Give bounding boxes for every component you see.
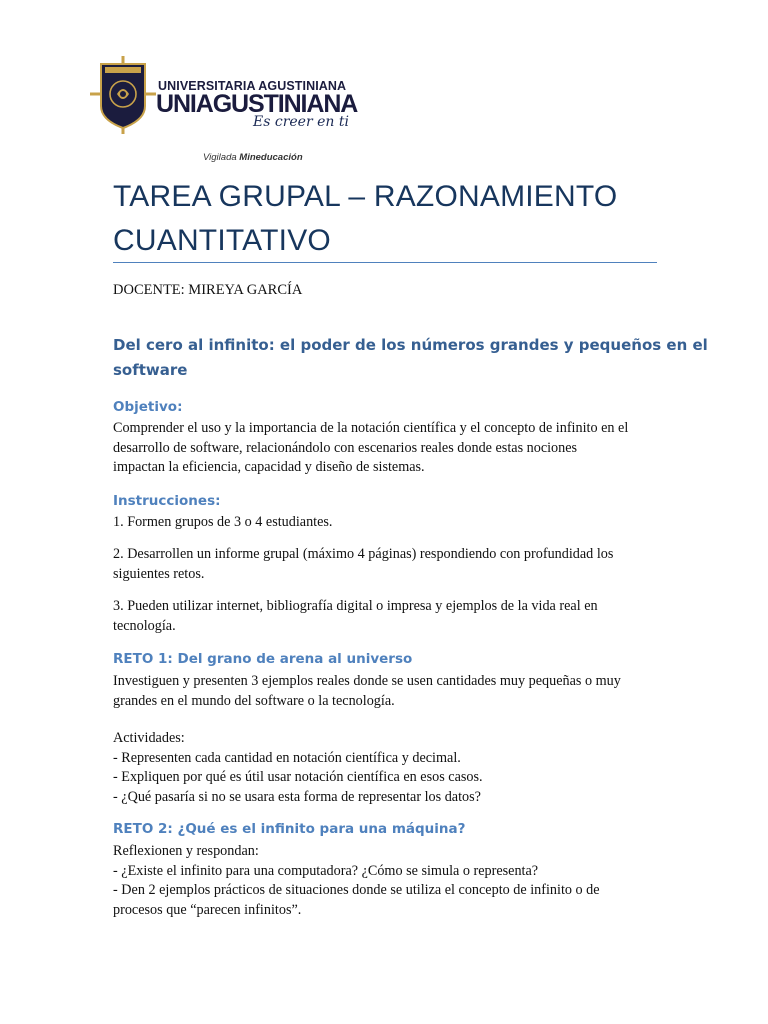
university-seal-icon bbox=[88, 54, 158, 136]
section-title-line-2: software bbox=[113, 361, 188, 379]
objetivo-heading: Objetivo: bbox=[113, 399, 183, 415]
reto1-intro-line: grandes en el mundo del software o la tecnología. bbox=[113, 692, 395, 709]
reto2-line: procesos que “parecen infinitos”. bbox=[113, 901, 302, 918]
institution-name-line1: UNIVERSITARIA AGUSTINIANA bbox=[158, 79, 347, 93]
actividades-label: Actividades: bbox=[113, 730, 185, 746]
title-line-2: CUANTITATIVO bbox=[113, 224, 331, 257]
actividad-item: - Expliquen por qué es útil usar notación científica en esos casos. bbox=[113, 769, 483, 786]
reto1-heading: RETO 1: Del grano de arena al universo bbox=[113, 651, 413, 667]
objetivo-text bbox=[113, 419, 658, 478]
reto2-text bbox=[113, 842, 658, 920]
reto2-line: - Den 2 ejemplos prácticos de situaciones donde se utiliza el concepto de infinito o de bbox=[113, 882, 600, 899]
objetivo-line: Comprender el uso y la importancia de la notación científica y el concepto de infinito en el bbox=[113, 420, 629, 436]
objetivo-line: desarrollo de software, relacionándolo con escenarios reales donde estas nociones bbox=[113, 439, 578, 456]
reto2-heading: RETO 2: ¿Qué es el infinito para una máquina? bbox=[113, 821, 466, 837]
instruccion-item-3 bbox=[113, 597, 658, 636]
reto1-actividades bbox=[113, 729, 658, 807]
reto2-line: Reflexionen y respondan: bbox=[113, 843, 259, 859]
reto1-intro-line: Investiguen y presenten 3 ejemplos reales donde se usen cantidades muy pequeñas o muy bbox=[113, 673, 621, 689]
instruccion-text: siguientes retos. bbox=[113, 565, 205, 582]
instruccion-text: 3. Pueden utilizar internet, bibliografía digital o impresa y ejemplos de la vida real en bbox=[113, 598, 598, 614]
university-logo bbox=[88, 54, 358, 164]
instruccion-item-2 bbox=[113, 545, 658, 584]
actividad-item: - Representen cada cantidad en notación científica y decimal. bbox=[113, 749, 461, 766]
title-divider bbox=[113, 262, 657, 263]
docente-label: DOCENTE: MIREYA GARCÍA bbox=[113, 282, 303, 298]
instrucciones-heading: Instrucciones: bbox=[113, 493, 221, 509]
reto2-line: - ¿Existe el infinito para una computadora? ¿Cómo se simula o representa? bbox=[113, 862, 539, 879]
instruccion-text: 1. Formen grupos de 3 o 4 estudiantes. bbox=[113, 514, 333, 530]
institution-name-line2: UNIAGUSTINIANA bbox=[156, 90, 358, 118]
section-title bbox=[113, 333, 708, 383]
instruccion-item-1 bbox=[113, 513, 658, 533]
instruccion-text: tecnología. bbox=[113, 617, 176, 634]
actividad-item: - ¿Qué pasaría si no se usara esta forma de representar los datos? bbox=[113, 788, 481, 805]
page-title bbox=[113, 175, 673, 263]
title-line-1: TAREA GRUPAL – RAZONAMIENTO bbox=[113, 180, 618, 213]
instruccion-text: 2. Desarrollen un informe grupal (máximo 4 páginas) respondiendo con profundidad los bbox=[113, 546, 614, 562]
reto1-intro bbox=[113, 672, 658, 711]
section-title-line-1: Del cero al infinito: el poder de los números grandes y pequeños en el bbox=[113, 336, 708, 354]
institution-tagline: Es creer en ti bbox=[253, 114, 349, 130]
objetivo-line: impactan la eficiencia, capacidad y diseño de sistemas. bbox=[113, 459, 425, 476]
vigilada-prefix: Vigilada bbox=[203, 152, 237, 163]
vigilada-entity: Mineducación bbox=[239, 152, 303, 163]
vigilada-mineducacion bbox=[203, 152, 303, 163]
